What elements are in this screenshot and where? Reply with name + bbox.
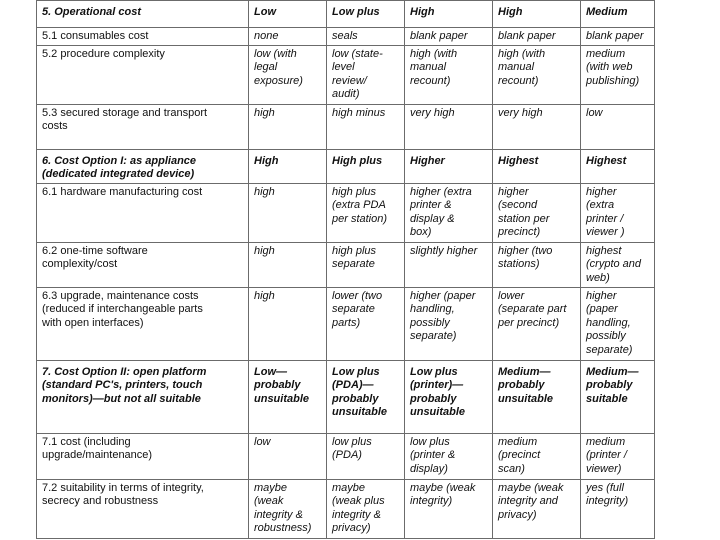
row-label: 7. Cost Option II: open platform (standard PC's, printers, touch monitors)—but not all suitable (37, 360, 249, 433)
table-row (37, 287, 655, 360)
option-cell: Highest (581, 149, 655, 183)
option-cell: high (249, 183, 327, 242)
option-cell: Low— probably unsuitable (249, 360, 327, 433)
option-cell: low plus (printer & display) (405, 433, 493, 479)
option-cell: higher (extra printer / viewer ) (581, 183, 655, 242)
option-cell: higher (second station per precinct) (493, 183, 581, 242)
table-row (37, 28, 655, 46)
option-cell: low (581, 104, 655, 149)
section-header-row (37, 1, 655, 28)
option-cell: High (249, 149, 327, 183)
option-cell: High (405, 1, 493, 28)
option-cell: higher (paper handling, possibly separate) (581, 287, 655, 360)
row-label: 5.2 procedure complexity (37, 45, 249, 104)
option-cell: blank paper (581, 28, 655, 46)
option-cell: Medium (581, 1, 655, 28)
option-cell: high minus (327, 104, 405, 149)
option-cell: low (with legal exposure) (249, 45, 327, 104)
option-cell: High (493, 1, 581, 28)
option-cell: high (249, 287, 327, 360)
option-cell: lower (separate part per precinct) (493, 287, 581, 360)
option-cell: maybe (weak plus integrity & privacy) (327, 479, 405, 538)
row-label: 6. Cost Option I: as appliance (dedicated integrated device) (37, 149, 249, 183)
option-cell: maybe (weak integrity) (405, 479, 493, 538)
row-label: 7.1 cost (including upgrade/maintenance) (37, 433, 249, 479)
option-cell: Medium— probably suitable (581, 360, 655, 433)
option-cell: blank paper (405, 28, 493, 46)
option-cell: high (249, 242, 327, 287)
option-cell: yes (full integrity) (581, 479, 655, 538)
section-header-row (37, 149, 655, 183)
option-cell: Low (249, 1, 327, 28)
option-cell: very high (493, 104, 581, 149)
option-cell: medium (precinct scan) (493, 433, 581, 479)
option-cell: low plus (PDA) (327, 433, 405, 479)
option-cell: high (249, 104, 327, 149)
row-label: 5.3 secured storage and transport costs (37, 104, 249, 149)
option-cell: lower (two separate parts) (327, 287, 405, 360)
row-label: 6.2 one-time software complexity/cost (37, 242, 249, 287)
option-cell: low (state- level review/ audit) (327, 45, 405, 104)
option-cell: higher (extra printer & display & box) (405, 183, 493, 242)
option-cell: maybe (weak integrity and privacy) (493, 479, 581, 538)
option-cell: very high (405, 104, 493, 149)
option-cell: medium (printer / viewer) (581, 433, 655, 479)
row-label: 5.1 consumables cost (37, 28, 249, 46)
option-cell: Low plus (327, 1, 405, 28)
table-row (37, 479, 655, 538)
option-cell: highest (crypto and web) (581, 242, 655, 287)
row-label: 6.1 hardware manufacturing cost (37, 183, 249, 242)
section-header-row (37, 360, 655, 433)
table-row (37, 433, 655, 479)
option-cell: high plus separate (327, 242, 405, 287)
option-cell: Low plus (PDA)— probably unsuitable (327, 360, 405, 433)
option-cell: Low plus (printer)— probably unsuitable (405, 360, 493, 433)
option-cell: higher (paper handling, possibly separate) (405, 287, 493, 360)
option-cell: seals (327, 28, 405, 46)
table-row (37, 242, 655, 287)
option-cell: High plus (327, 149, 405, 183)
option-cell: Highest (493, 149, 581, 183)
option-cell: Medium— probably unsuitable (493, 360, 581, 433)
option-cell: slightly higher (405, 242, 493, 287)
cost-comparison-table (36, 0, 655, 539)
option-cell: high plus (extra PDA per station) (327, 183, 405, 242)
row-label: 6.3 upgrade, maintenance costs (reduced if interchangeable parts with open interfaces) (37, 287, 249, 360)
option-cell: medium (with web publishing) (581, 45, 655, 104)
option-cell: low (249, 433, 327, 479)
option-cell: blank paper (493, 28, 581, 46)
table-row (37, 45, 655, 104)
table-row (37, 183, 655, 242)
option-cell: higher (two stations) (493, 242, 581, 287)
row-label: 7.2 suitability in terms of integrity, secrecy and robustness (37, 479, 249, 538)
option-cell: none (249, 28, 327, 46)
table-row (37, 104, 655, 149)
option-cell: high (with manual recount) (493, 45, 581, 104)
option-cell: Higher (405, 149, 493, 183)
option-cell: maybe (weak integrity & robustness) (249, 479, 327, 538)
row-label: 5. Operational cost (37, 1, 249, 28)
option-cell: high (with manual recount) (405, 45, 493, 104)
